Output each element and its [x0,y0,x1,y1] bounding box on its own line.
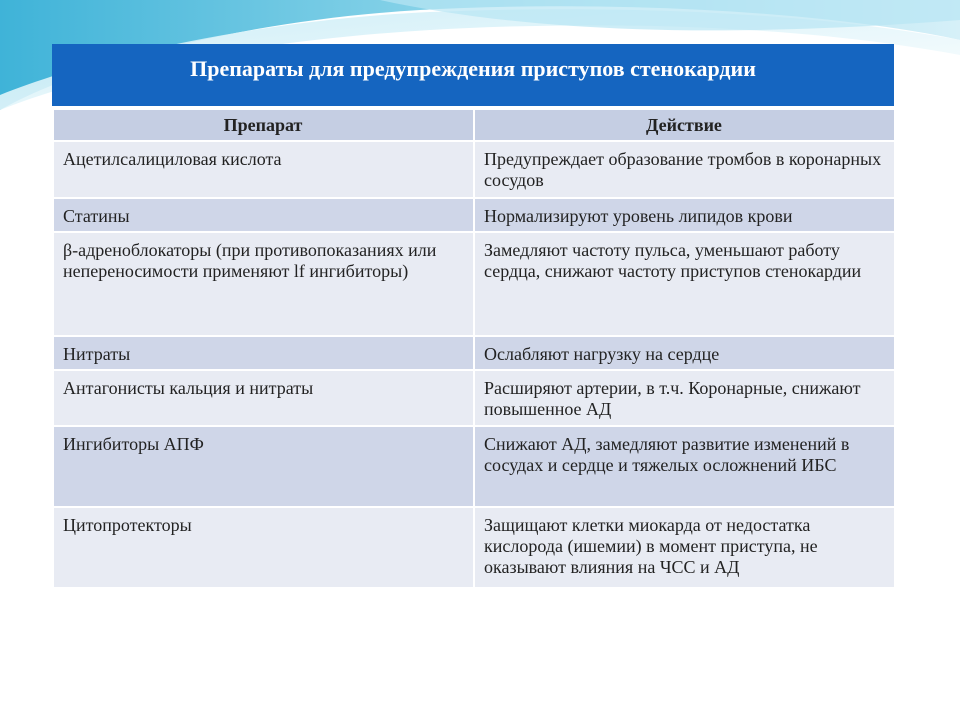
drug-table-container [52,44,894,589]
action-cell: Предупреждает образование тромбов в коронарных сосудов [474,141,895,198]
table-row [53,232,895,336]
action-cell: Расширяют артерии, в т.ч. Коронарные, снижают повышенное АД [474,370,895,426]
action-cell: Нормализируют уровень липидов крови [474,198,895,232]
table-row [53,141,895,198]
table-title: Препараты для предупреждения приступов стенокардии [52,44,894,108]
table-row [53,198,895,232]
action-cell: Замедляют частоту пульса, уменьшают работу сердца, снижают частоту приступов стенокардии [474,232,895,336]
header-row [53,109,895,141]
column-header-action: Действие [474,109,895,141]
action-cell: Ослабляют нагрузку на сердце [474,336,895,370]
drug-cell: Антагонисты кальция и нитраты [53,370,474,426]
column-header-drug: Препарат [53,109,474,141]
table-row [53,507,895,588]
drug-cell: Цитопротекторы [53,507,474,588]
drug-cell: Ингибиторы АПФ [53,426,474,507]
action-cell: Снижают АД, замедляют развитие изменений в сосудах и сердце и тяжелых осложнений ИБС [474,426,895,507]
table-row [53,426,895,507]
drug-cell: β-адреноблокаторы (при противопоказаниях или непереносимости применяют lf ингибиторы) [53,232,474,336]
action-cell: Защищают клетки миокарда от недостатка кислорода (ишемии) в момент приступа, не оказывают влияния на ЧСС и АД [474,507,895,588]
drug-cell: Нитраты [53,336,474,370]
drug-table [52,108,896,589]
drug-cell: Ацетилсалициловая кислота [53,141,474,198]
table-row [53,336,895,370]
drug-cell: Статины [53,198,474,232]
table-row [53,370,895,426]
